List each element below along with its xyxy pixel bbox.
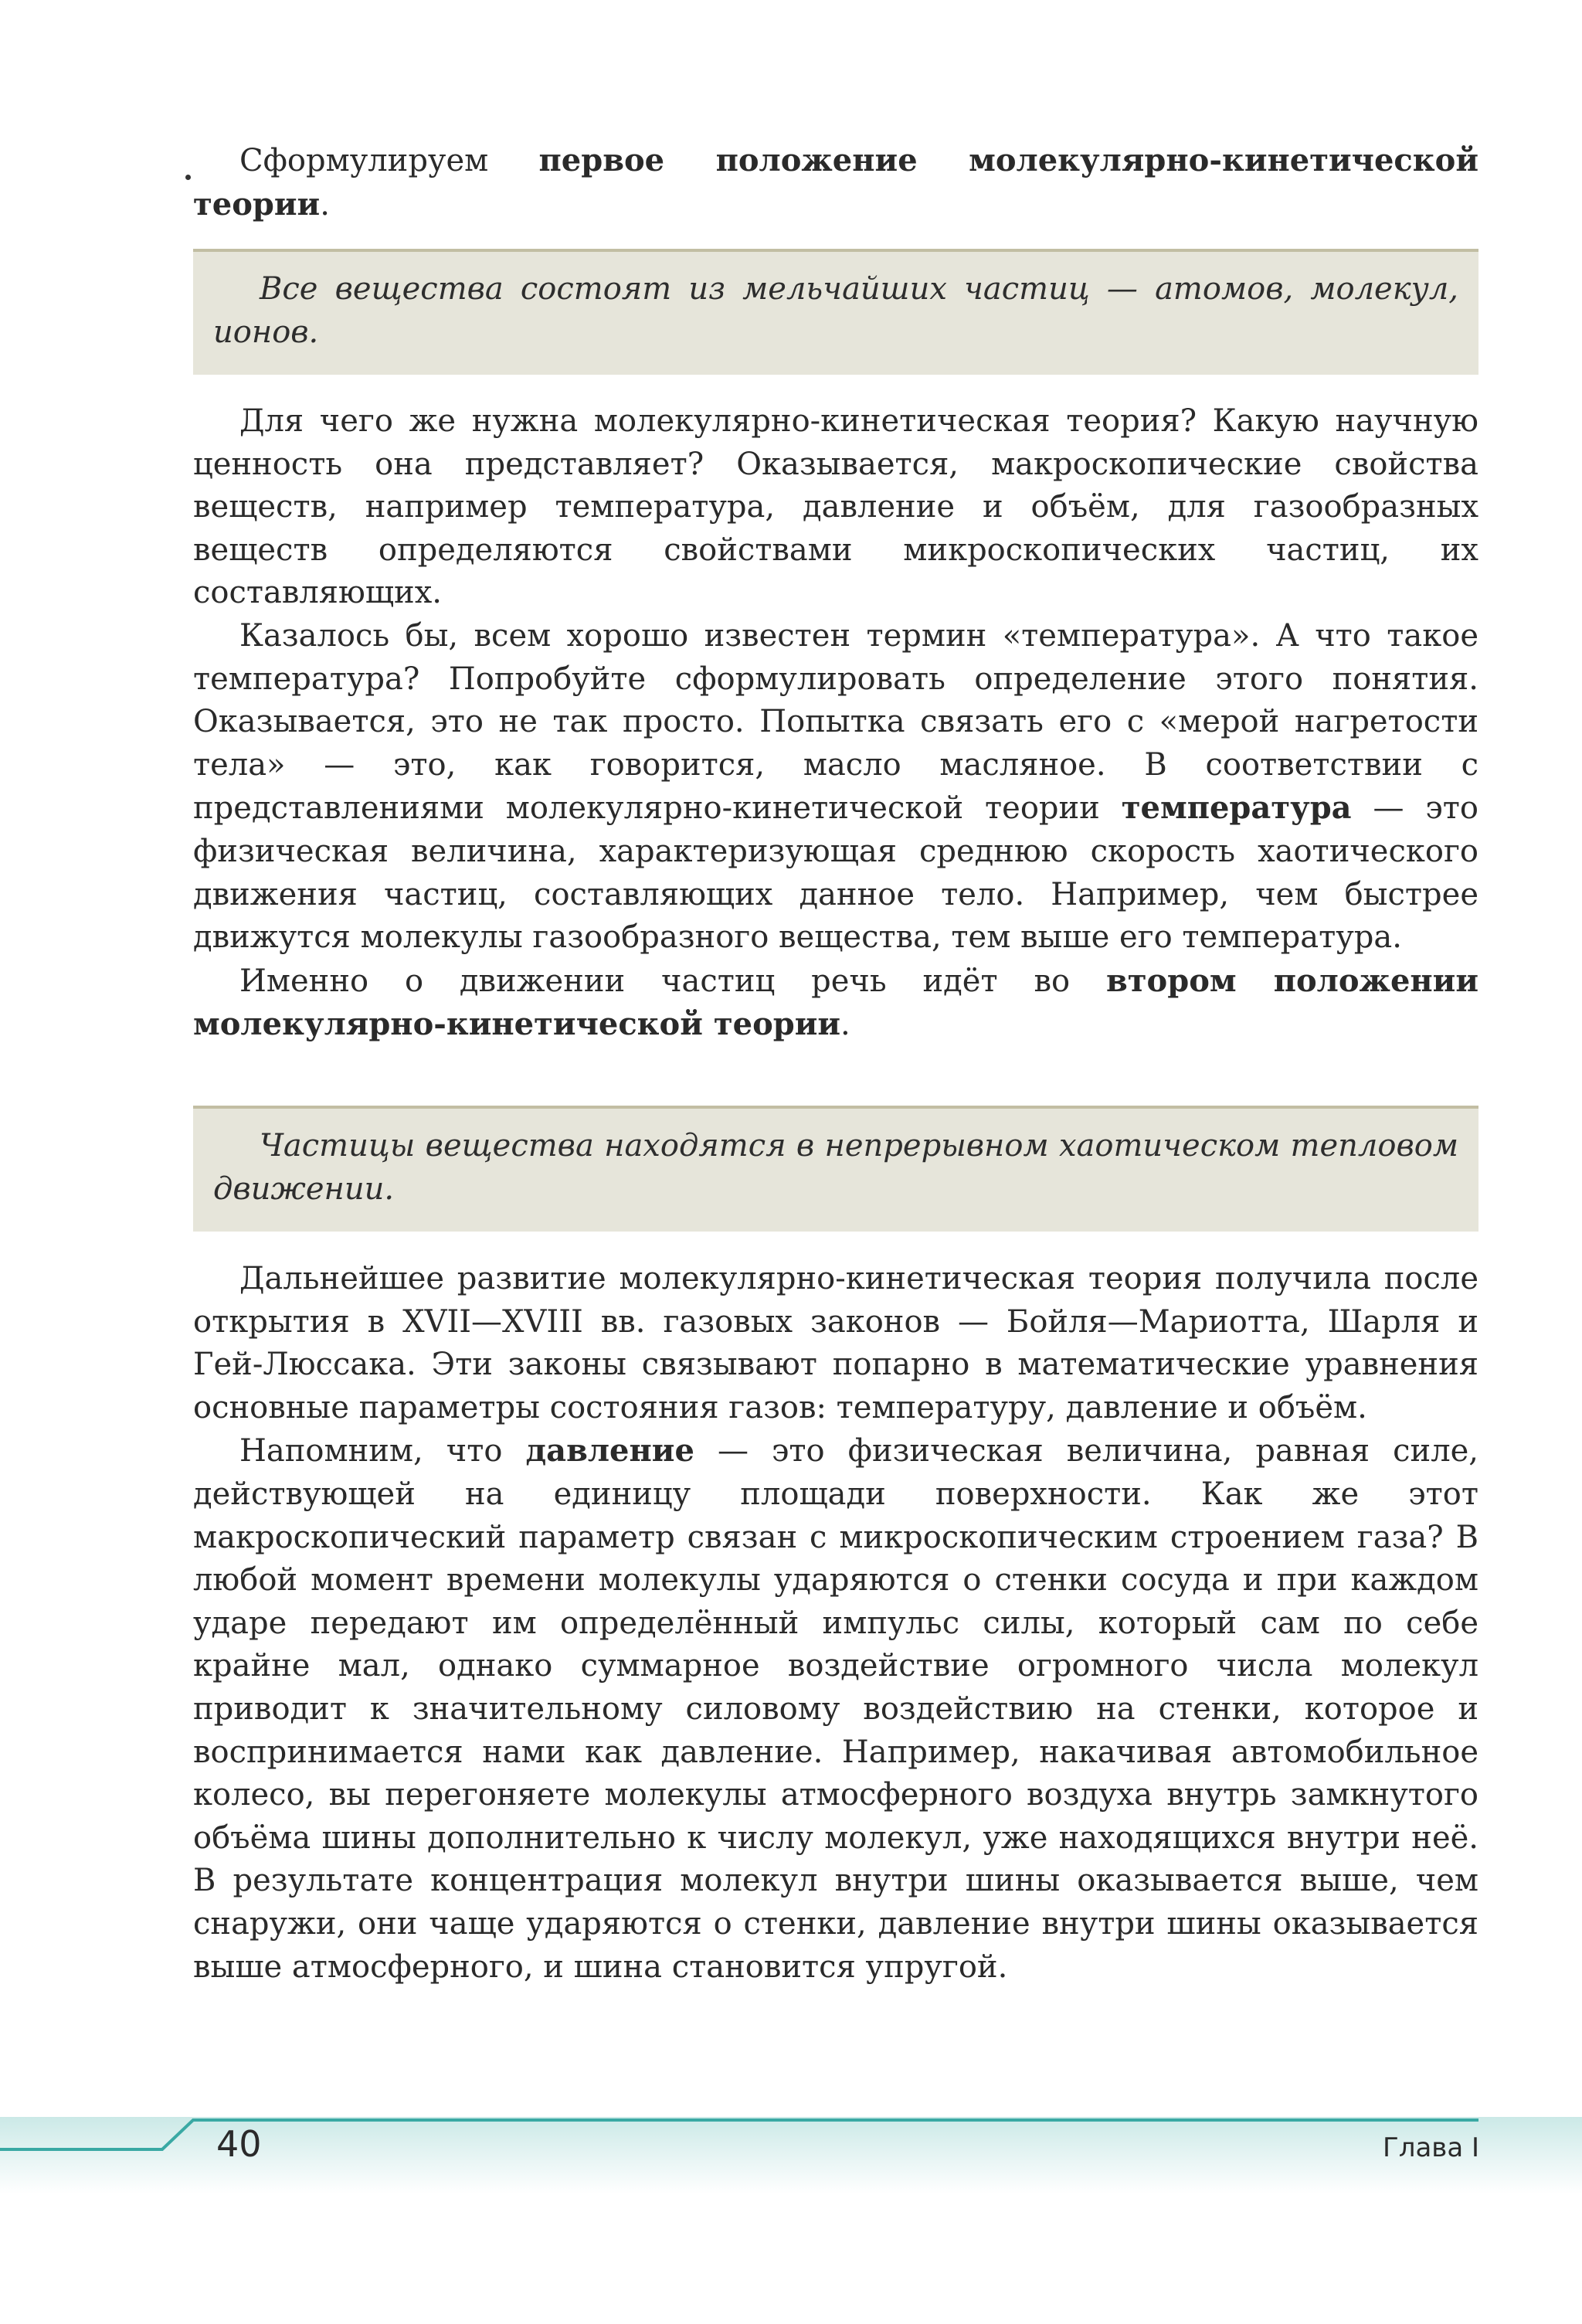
page-number: 40 — [216, 2123, 262, 2165]
body-text-block-1 — [193, 400, 1478, 1047]
paragraph-second-position-text: Именно о движении частиц речь идёт во — [239, 963, 1106, 999]
paragraph-pressure-text-2: — это физическая величина, равная силе, действующей на единицу площади поверхности. Как же этот макроскопический параметр связан с микроскопическим строением газа? В любой момент времени молекулы ударяются о стенки сосуда и при каждом ударе передают им определённый импульс силы, который сам по себе крайне мал, однако суммарное воздействие огромного числа молекул приводит к значительному силовому воздействию на стенки, которое и воспринимается нами как давление. Например, накачивая автомобильное колесо, вы перегоняете молекулы атмосферного воздуха внутрь замкнутого объёма шины дополнительно к числу молекул, уже находящихся внутри неё. В результате концентрация молекул внутри шины оказывается выше, чем снаружи, они чаще ударяются о стенки, давление внутри шины оказывается выше атмосферного, и шина становится упругой. — [193, 1433, 1478, 1985]
paragraph-pressure — [193, 1429, 1478, 1989]
definition-box-1 — [193, 249, 1478, 375]
paragraph-temperature-text-2: — это физическая величина, характеризующая среднюю скорость хаотического движения частиц, составляющих данное тело. Например, чем быстрее движутся молекулы газообразного вещества, тем выше его температура. — [193, 790, 1478, 956]
definition-box-1-text: Все вещества состоят из мельчайших частиц — атомов, молекул, ионов. — [213, 271, 1458, 350]
intro-paragraph — [193, 139, 1478, 226]
body-text-block-2 — [193, 1258, 1478, 1989]
paragraph-gas-laws: Дальнейшее развитие молекулярно-кинетическая теория получила после открытия в XVII—XVIII вв. газовых законов — Бойля—Мариотта, Шарля и Гей-Люссака. Эти законы связывают попарно в математические уравнения основные параметры состояния газов: температуру, давление и объём. — [193, 1261, 1478, 1425]
paragraph-second-position-suffix: . — [840, 1007, 850, 1043]
paragraph-temperature-text: Казалось бы, всем хорошо известен термин «температура». А что такое температура? Попробуйте сформулировать определение этого понятия. Оказывается, это не так просто. Попытка связать его с «мерой нагретости тела» — это, как говорится, масло масляное. В соответствии с представлениями молекулярно-кинетической теории — [193, 617, 1478, 827]
paragraph-mkt-purpose: Для чего же нужна молекулярно-кинетическая теория? Какую научную ценность она представляет? Оказывается, макроскопические свойства веществ, например температура, давление и объём, для газообразных веществ определяются свойствами микроскопических частиц, их составляющих. — [193, 403, 1478, 611]
definition-box-2-text: Частицы вещества находятся в непрерывном хаотическом тепловом движении. — [213, 1128, 1458, 1207]
intro-suffix: . — [320, 186, 330, 223]
chapter-label: Глава I — [1382, 2132, 1479, 2163]
intro-text: Сформулируем — [239, 143, 539, 178]
paragraph-pressure-text: Напомним, что — [239, 1433, 526, 1469]
paragraph-second-position — [193, 960, 1478, 1047]
margin-dot — [185, 175, 191, 180]
definition-box-2 — [193, 1106, 1478, 1232]
term-temperature: температура — [1121, 790, 1352, 827]
term-second-position: втором положении молекулярно-кинетической теории — [193, 962, 1479, 1043]
paragraph-temperature — [193, 615, 1478, 960]
intro-bold-term: первое положение молекулярно-кинетической теории — [193, 142, 1478, 223]
term-pressure: давление — [525, 1432, 694, 1469]
